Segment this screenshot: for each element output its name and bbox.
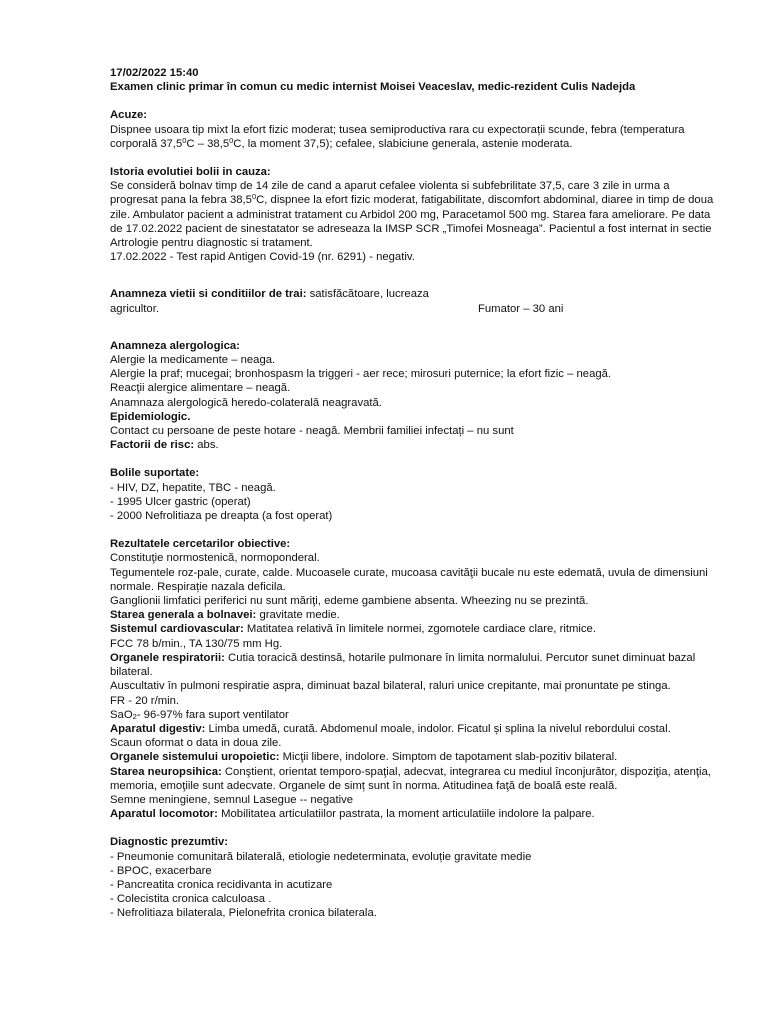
epidemiologic-heading: Epidemiologic. <box>110 410 191 423</box>
factori-risc: Factorii de risc: abs. <box>110 439 219 452</box>
diagnostic-item: - Nefrolitiaza bilaterala, Pielonefrita cronica bilaterala. <box>110 907 377 920</box>
organe-respiratorii: Organele respiratorii: Cutia toracică destinsă, hotarile pulmonare în limita normalului. Percutor sunet diminuat bazal bilateral. <box>110 651 696 679</box>
semne-meningiene: Semne meningiene, semnul Lasegue -- negative <box>110 793 354 806</box>
starea-generala: Starea generala a bolnavei: gravitate medie. <box>110 609 340 622</box>
alergologica-heading: Anamneza alergologica: <box>110 339 240 352</box>
bolile-item: - 1995 Ulcer gastric (operat) <box>110 495 251 508</box>
istoria-text: Se consideră bolnav timp de 14 zile de cand a aparut cefalee violenta si subfebrilitate 37,5, care 3 zile in urma a progresat pana la febra 38,5$^0$C, dispnee la efort fizic moderat, fatigabilitate, discomfort abdominal, diaree in timp de doua zile. Ambulator pacient a administrat tratament cu Arbidol 200 mg, Paracetamol 500 mg. Starea fara ameliorare. Pe data de 17.02.2022 pacient de sinestatator se adreseaza la IMSP SCR „Timofei Mosneaga”. Pacientul a fost internat in sectie Artrologie pentru diagnostic si tratament. <box>110 180 714 250</box>
acuze-heading: Acuze: <box>110 109 148 122</box>
sistem-uropoietic: Organele sistemului uropoietic: Micţii libere, indolore. Simptom de tapotament slab-pozitiv bilateral. <box>110 751 618 764</box>
diagnostic-item: - Pneumonie comunitară bilaterală, etiologie nedeterminata, evoluție gravitate medie <box>110 850 532 863</box>
fr-line: FR - 20 r/min. <box>110 694 180 707</box>
fcc-line: FCC 78 b/min., TA 130/75 mm Hg. <box>110 637 283 650</box>
diagnostic-item: - Colecistita cronica calculoasa . <box>110 893 272 906</box>
scaun-line: Scaun oformat o data in doua zile. <box>110 737 282 750</box>
covid-test-line: 17.02.2022 - Test rapid Antigen Covid-19 (nr. 6291) - negativ. <box>110 251 415 264</box>
alergologica-line: Alergie la medicamente – neaga. <box>110 354 276 367</box>
aparat-digestiv: Aparatul digestiv: Limba umedă, curată. Abdomenul moale, indolor. Ficatul și splina la nivelul rebordului costal. <box>110 722 671 735</box>
sistem-cardiovascular: Sistemul cardiovascular: Matitatea relativă în limitele normei, zgomotele cardiace clare, ritmice. <box>110 623 596 636</box>
alergologica-line: Alergie la praf; mucegai; bronhospasm la triggeri - aer rece; mirosuri puternice; la efort fizic – neagă. <box>110 368 612 381</box>
diagnostic-item: - BPOC, exacerbare <box>110 864 212 877</box>
document-datetime: 17/02/2022 15:40 <box>110 67 199 79</box>
bolile-item: - 2000 Nefrolitiaza pe dreapta (a fost operat) <box>110 510 333 523</box>
constitutie-line: Constituţie normostenică, normoponderal. <box>110 552 320 565</box>
anamneza-vietii-row: agricultor. Fumator – 30 ani <box>110 302 564 315</box>
document-title: Examen clinic primar în comun cu medic internist Moisei Veaceslav, medic-rezident Culis Nadejda <box>110 81 636 94</box>
aparat-locomotor: Aparatul locomotor: Mobilitatea articulatiilor pastrata, la moment articulatiile indolore la palpare. <box>110 808 595 821</box>
anamneza-vietii: Anamneza vietii si conditiilor de trai: satisfăcătoare, lucreaza <box>110 288 429 301</box>
diagnostic-heading: Diagnostic prezumtiv: <box>110 836 229 849</box>
sao2-line: SaO$_2$- 96-97% fara suport ventilator <box>110 708 289 721</box>
auscultativ-line: Auscultativ în pulmoni respiratie aspra, diminuat bazal bilateral, raluri unice crepitante, mai pronuntate pe stinga. <box>110 680 671 693</box>
bolile-heading: Bolile suportate: <box>110 467 200 480</box>
starea-neuropsihica: Starea neuropsihica: Conştient, orientat temporo-spaţial, adecvat, integrarea cu mediul înconjurător, dispoziţia, atenţia, memoria, emoţiile sunt adecvate. Organele de simț sunt în norma. Atitudinea faţă de boală este reală. <box>110 765 711 792</box>
ganglioni-line: Ganglionii limfatici periferici nu sunt măriţi, edeme gambiene absenta. Wheezing nu se prezintă. <box>110 595 589 608</box>
bolile-item: - HIV, DZ, hepatite, TBC - neagă. <box>110 481 276 494</box>
rezultatele-heading: Rezultatele cercetarilor obiective: <box>110 538 291 551</box>
epidemiologic-text: Contact cu persoane de peste hotare - neagă. Membrii familiei infectați – nu sunt <box>110 425 514 438</box>
alergologica-line: Anamnaza alergologică heredo-colaterală neagravată. <box>110 396 382 409</box>
istoria-heading: Istoria evolutiei bolii in cauza: <box>110 166 271 179</box>
alergologica-line: Reacţii alergice alimentare – neagă. <box>110 382 291 395</box>
tegumente-text: Tegumentele roz-pale, curate, calde. Mucoasele curate, mucoasa cavităţii bucale nu este edemată, uvula de dimensiuni normale. Respirație nazala deficila. <box>110 566 708 593</box>
acuze-text: Dispnee usoara tip mixt la efort fizic moderat; tusea semiproductiva rara cu expectorații scunde, febra (temperatura corporală 37,5$^0$C – 38,5$^0$C, la moment 37,5); cefalee, slabiciune generala, astenie moderata. <box>110 123 685 150</box>
fumator-note: Fumator – 30 ani <box>478 302 564 315</box>
medical-document <box>110 66 720 921</box>
diagnostic-item: - Pancreatita cronica recidivanta in acutizare <box>110 878 333 891</box>
anamneza-vietii-heading: Anamneza vietii si conditiilor de trai: <box>110 288 307 301</box>
